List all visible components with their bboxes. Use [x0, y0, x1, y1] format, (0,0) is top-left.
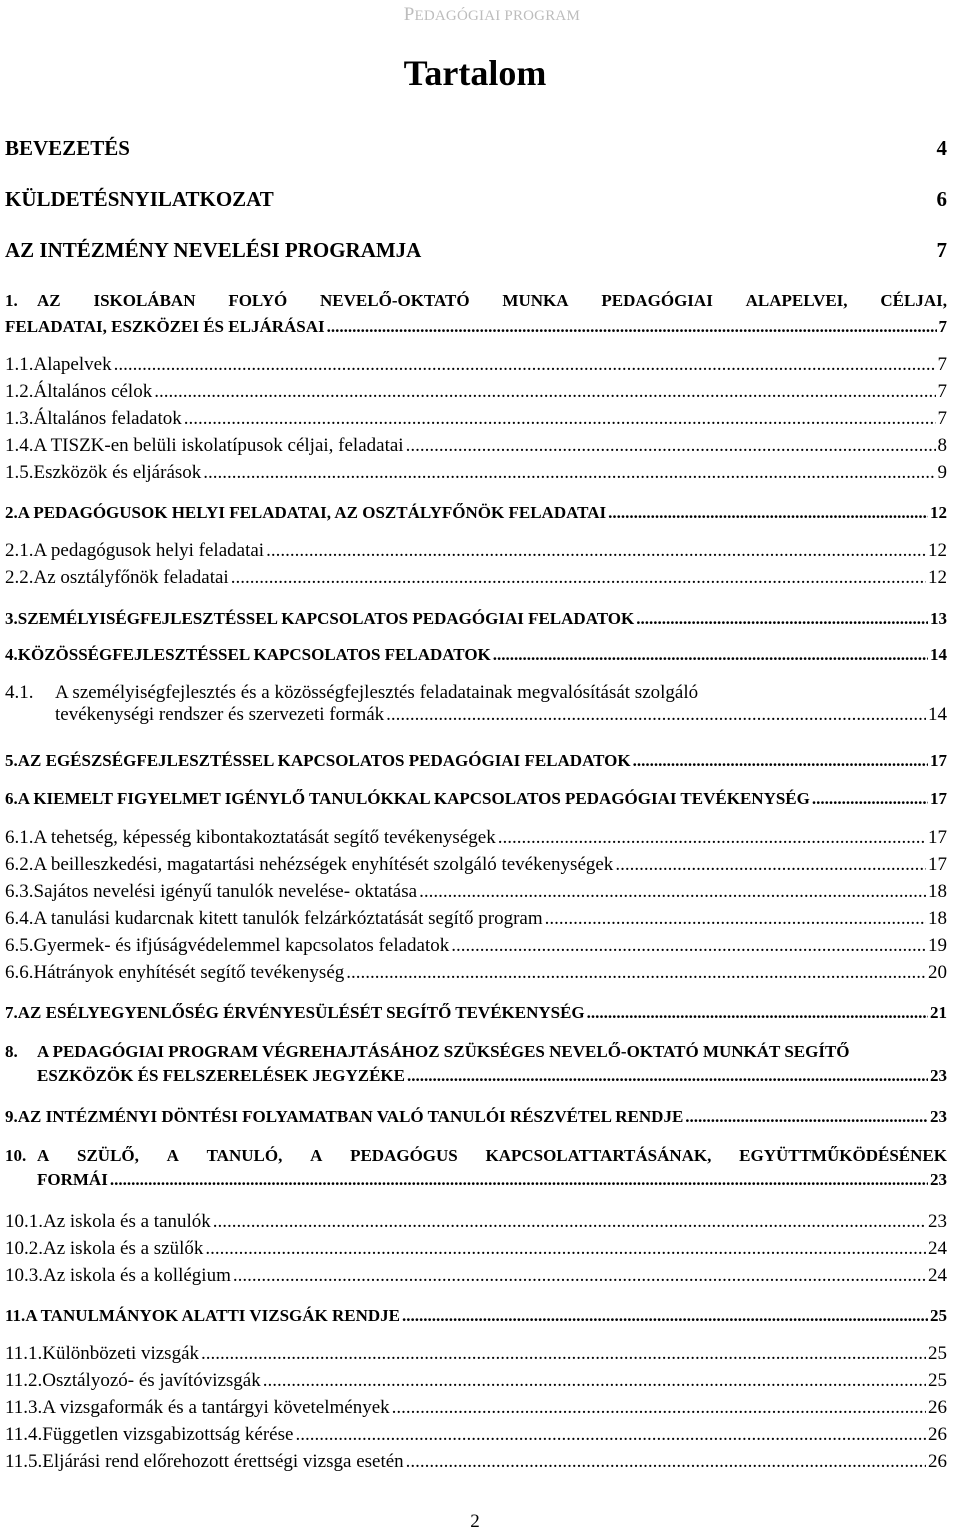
- toc-entry-word: CÉLJAI,: [880, 291, 947, 310]
- toc-entry-text: A PEDAGÓGUSOK HELYI FELADATAI, AZ OSZTÁLYFŐNÖK FELADATAI: [17, 503, 607, 522]
- toc-entry-10[interactable]: [5, 1146, 947, 1190]
- toc-entry-text: Sajátos nevelési igényű tanulók nevelése- oktatása: [33, 881, 418, 902]
- toc-entry-word: PEDAGÓGUS: [350, 1146, 458, 1165]
- toc-entry-text: KÖZÖSSÉGFEJLESZTÉSSEL KAPCSOLATOS FELADATOK: [17, 645, 491, 664]
- toc-entry-6-2[interactable]: [5, 854, 947, 876]
- toc-entry-6-6[interactable]: [5, 962, 947, 984]
- running-header-rest: EDAGÓGIAI PROGRAM: [414, 8, 580, 24]
- toc-entry-page: 13: [930, 609, 947, 628]
- toc-entry-page: 7: [937, 408, 947, 429]
- toc-entry-text: Eszközök és eljárások: [33, 462, 202, 483]
- toc-entry-text-cont: FELADATAI, ESZKÖZEI ÉS ELJÁRÁSAI: [5, 317, 325, 336]
- toc-entry-page: 18: [928, 908, 947, 929]
- toc-entry-page: 25: [928, 1370, 947, 1391]
- toc-entry-11-3[interactable]: [5, 1397, 947, 1419]
- toc-entry-1-2[interactable]: [5, 381, 947, 403]
- toc-entry-5[interactable]: [5, 751, 947, 771]
- toc-entry-page: 9: [937, 462, 947, 483]
- toc-entry-word: KAPCSOLATTARTÁSÁNAK,: [485, 1146, 712, 1165]
- toc-entry-number: 10.2.: [5, 1238, 43, 1259]
- toc-entry-text: A PEDAGÓGIAI PROGRAM VÉGREHAJTÁSÁHOZ SZÜKSÉGES NEVELŐ-OKTATÓ MUNKÁT SEGÍTŐ: [37, 1042, 850, 1061]
- toc-entry-11-5[interactable]: [5, 1451, 947, 1473]
- toc-entry-11-2[interactable]: [5, 1370, 947, 1392]
- toc-entry-page: 12: [928, 567, 947, 588]
- toc-entry-6[interactable]: [5, 789, 947, 809]
- toc-entry-text: Hátrányok enyhítését segítő tevékenység: [33, 962, 345, 983]
- toc-entry-kuldetesnyilatkozat[interactable]: [5, 187, 947, 212]
- toc-entry-7[interactable]: [5, 1003, 947, 1023]
- page-number: 2: [470, 1511, 480, 1532]
- toc-entry-1-5[interactable]: [5, 462, 947, 484]
- toc-entry-2-2[interactable]: [5, 567, 947, 589]
- toc-entry-page: 26: [928, 1451, 947, 1472]
- toc-entry-2[interactable]: [5, 503, 947, 523]
- toc-entry-number: 2.1.: [5, 540, 34, 561]
- toc-entry-text: AZ INTÉZMÉNY NEVELÉSI PROGRAMJA: [5, 238, 422, 262]
- toc-entry-text: BEVEZETÉS: [5, 136, 130, 160]
- toc-entry-1-3[interactable]: [5, 408, 947, 430]
- toc-entry-11[interactable]: [5, 1306, 947, 1326]
- toc-entry-number: 1.: [5, 291, 18, 310]
- toc-entry-number: 1.5.: [5, 462, 34, 483]
- toc-entry-page: 23: [930, 1107, 947, 1126]
- toc-entry-number: 10.3.: [5, 1265, 43, 1286]
- toc-entry-text-cont: tevékenységi rendszer és szervezeti formák: [55, 704, 385, 725]
- toc-entry-6-1[interactable]: [5, 827, 947, 849]
- toc-entry-text: Általános célok: [33, 381, 153, 402]
- toc-entry-text-cont: ESZKÖZÖK ÉS FELSZERELÉSEK JEGYZÉKE: [37, 1066, 405, 1085]
- toc-entry-number: 2.2.: [5, 567, 34, 588]
- toc-entry-text: A beilleszkedési, magatartási nehézségek enyhítését szolgáló tevékenységek: [33, 854, 614, 875]
- toc-entry-page: 12: [928, 540, 947, 561]
- toc-entry-number: 1.4.: [5, 435, 34, 456]
- toc-entry-number: 11.1.: [5, 1343, 43, 1364]
- toc-entry-page: 6: [936, 187, 947, 211]
- toc-entry-text: A vizsgaformák és a tantárgyi követelmények: [42, 1397, 390, 1418]
- toc-entry-1[interactable]: [5, 291, 947, 337]
- toc-entry-page: 17: [928, 827, 947, 848]
- toc-entry-number: 11.3.: [5, 1397, 43, 1418]
- toc-entry-text: Osztályozó- és javítóvizsgák: [42, 1370, 261, 1391]
- toc-entry-number: 6.: [5, 789, 18, 808]
- toc-entry-number: 6.2.: [5, 854, 34, 875]
- toc-entry-10-2[interactable]: [5, 1238, 947, 1260]
- toc-entry-word: TANULÓ,: [206, 1146, 283, 1165]
- toc-entry-word: A: [37, 1146, 50, 1165]
- toc-entry-number: 11.2.: [5, 1370, 43, 1391]
- toc-entry-page: 25: [930, 1306, 947, 1325]
- toc-entry-text: Alapelvek: [33, 354, 112, 375]
- toc-entry-number: 10.1.: [5, 1211, 43, 1232]
- toc-entry-page: 18: [928, 881, 947, 902]
- toc-entry-word: A: [310, 1146, 323, 1165]
- toc-entry-number: 3.: [5, 609, 18, 628]
- toc-entry-1-1[interactable]: [5, 354, 947, 376]
- toc-entry-number: 1.2.: [5, 381, 34, 402]
- toc-entry-number: 8.: [5, 1042, 18, 1061]
- toc-entry-number: 1.3.: [5, 408, 34, 429]
- toc-entry-page: 25: [928, 1343, 947, 1364]
- toc-entry-page: 24: [928, 1238, 947, 1259]
- toc-entry-word: NEVELŐ-OKTATÓ: [320, 291, 470, 310]
- toc-entry-8[interactable]: [5, 1042, 947, 1086]
- toc-entry-page: 23: [930, 1066, 947, 1085]
- toc-entry-word: MUNKA: [502, 291, 569, 310]
- toc-entry-page: 26: [928, 1397, 947, 1418]
- toc-entry-text: Általános feladatok: [33, 408, 182, 429]
- toc-entry-page: 14: [928, 704, 947, 725]
- toc-entry-text: Az iskola és a kollégium: [43, 1265, 231, 1286]
- toc-entry-text: A pedagógusok helyi feladatai: [33, 540, 265, 561]
- toc-entry-text: A KIEMELT FIGYELMET IGÉNYLŐ TANULÓKKAL KAPCSOLATOS PEDAGÓGIAI TEVÉKENYSÉG: [17, 789, 810, 808]
- toc-entry-text: Az iskola és a szülők: [43, 1238, 204, 1259]
- toc-entry-number: 9.: [5, 1107, 18, 1126]
- toc-entry-page: 8: [937, 435, 947, 456]
- toc-entry-text: AZ ESÉLYEGYENLŐSÉG ÉRVÉNYESÜLÉSÉT SEGÍTŐ TEVÉKENYSÉG: [17, 1003, 585, 1022]
- toc-entry-text: AZ INTÉZMÉNYI DÖNTÉSI FOLYAMATBAN VALÓ TANULÓI RÉSZVÉTEL RENDJE: [17, 1107, 684, 1126]
- toc-entry-page: 21: [930, 1003, 947, 1022]
- toc-entry-4-1[interactable]: [5, 682, 947, 726]
- toc-entry-2-1[interactable]: [5, 540, 947, 562]
- toc-entry-page: 17: [930, 751, 947, 770]
- toc-entry-text: A TISZK-en belüli iskolatípusok céljai, feladatai: [33, 435, 404, 456]
- toc-entry-page: 14: [930, 645, 947, 664]
- toc-entry-word: ALAPELVEI,: [745, 291, 848, 310]
- toc-entry-6-3[interactable]: [5, 881, 947, 903]
- toc-entry-page: 7: [937, 354, 947, 375]
- toc-entry-11-1[interactable]: [5, 1343, 947, 1365]
- toc-entry-6-5[interactable]: [5, 935, 947, 957]
- toc-entry-page: 23: [930, 1170, 947, 1189]
- toc-entry-number: 10.: [5, 1146, 27, 1165]
- toc-entry-text: A TANULMÁNYOK ALATTI VIZSGÁK RENDJE: [25, 1306, 401, 1325]
- toc-entry-text: Az osztályfőnök feladatai: [33, 567, 229, 588]
- toc-entry-word: ISKOLÁBAN: [93, 291, 196, 310]
- toc-entry-number: 6.3.: [5, 881, 34, 902]
- toc-entry-page: 17: [928, 854, 947, 875]
- toc-entry-number: 11.4.: [5, 1424, 43, 1445]
- toc-entry-10-3[interactable]: [5, 1265, 947, 1287]
- toc-entry-text: A tanulási kudarcnak kitett tanulók felzárkóztatását segítő program: [33, 908, 543, 929]
- toc-entry-number: 6.6.: [5, 962, 34, 983]
- toc-entry-page: 20: [928, 962, 947, 983]
- toc-entry-text: KÜLDETÉSNYILATKOZAT: [5, 187, 274, 211]
- toc-entry-page: 7: [938, 317, 947, 336]
- toc-entry-page: 24: [928, 1265, 947, 1286]
- running-header-initial: P: [403, 4, 415, 25]
- toc-entry-word: EGYÜTTMŰKÖDÉSÉNEK: [739, 1146, 947, 1165]
- toc-entry-word: A: [166, 1146, 179, 1165]
- toc-entry-11-4[interactable]: [5, 1424, 947, 1446]
- toc-entry-text: A tehetség, képesség kibontakoztatását segítő tevékenységek: [33, 827, 496, 848]
- toc-entry-number: 5.: [5, 751, 18, 770]
- toc-entry-number: 6.5.: [5, 935, 34, 956]
- toc-entry-number: 4.: [5, 645, 18, 664]
- toc-entry-text: Különbözeti vizsgák: [42, 1343, 200, 1364]
- toc-entry-page: 7: [936, 238, 947, 262]
- toc-entry-text: Független vizsgabizottság kérése: [42, 1424, 294, 1445]
- toc-entry-number: 11.5.: [5, 1451, 43, 1472]
- toc-entry-page: 4: [936, 136, 947, 160]
- toc-entry-number: 2.: [5, 503, 18, 522]
- toc-entry-number: 6.4.: [5, 908, 34, 929]
- toc-title: Tartalom: [403, 53, 547, 93]
- toc-entry-number: 6.1.: [5, 827, 34, 848]
- toc-entry-page: 19: [928, 935, 947, 956]
- toc-entry-page: 7: [937, 381, 947, 402]
- toc-entry-bevezetes[interactable]: [5, 136, 947, 161]
- toc-entry-word: SZÜLŐ,: [77, 1146, 139, 1165]
- toc-entry-text-cont: FORMÁI: [37, 1170, 108, 1189]
- toc-entry-6-4[interactable]: [5, 908, 947, 930]
- toc-entry-number: 1.1.: [5, 354, 34, 375]
- toc-entry-text: Az iskola és a tanulók: [43, 1211, 211, 1232]
- toc-entry-text: A személyiségfejlesztés és a közösségfejlesztés feladatainak megvalósítását szolgáló: [55, 682, 699, 703]
- toc-entry-page: 17: [930, 789, 947, 808]
- toc-entry-page: 26: [928, 1424, 947, 1445]
- toc-entry-word: AZ: [37, 291, 61, 310]
- toc-entry-text: Eljárási rend előrehozott érettségi vizsga esetén: [42, 1451, 404, 1472]
- toc-entry-text: AZ EGÉSZSÉGFEJLESZTÉSSEL KAPCSOLATOS PEDAGÓGIAI FELADATOK: [17, 751, 631, 770]
- toc-entry-page: 23: [928, 1211, 947, 1232]
- toc-entry-9[interactable]: [5, 1107, 947, 1127]
- toc-entry-intezmeny-nevelesi-programja[interactable]: [5, 238, 947, 263]
- toc-entry-text: Gyermek- és ifjúságvédelemmel kapcsolatos feladatok: [33, 935, 450, 956]
- toc-entry-1-4[interactable]: [5, 435, 947, 457]
- toc-entry-word: FOLYÓ: [228, 291, 288, 310]
- toc-entry-4[interactable]: [5, 645, 947, 665]
- toc-entry-10-1[interactable]: [5, 1211, 947, 1233]
- toc-entry-text: SZEMÉLYISÉGFEJLESZTÉSSEL KAPCSOLATOS PEDAGÓGIAI FELADATOK: [17, 609, 635, 628]
- toc-entry-page: 12: [930, 503, 947, 522]
- toc-entry-number: 11.: [5, 1306, 26, 1325]
- toc-entry-number: 7.: [5, 1003, 18, 1022]
- toc-entry-number: 4.1.: [5, 682, 34, 703]
- toc-entry-word: PEDAGÓGIAI: [601, 291, 713, 310]
- toc-entry-3[interactable]: [5, 609, 947, 629]
